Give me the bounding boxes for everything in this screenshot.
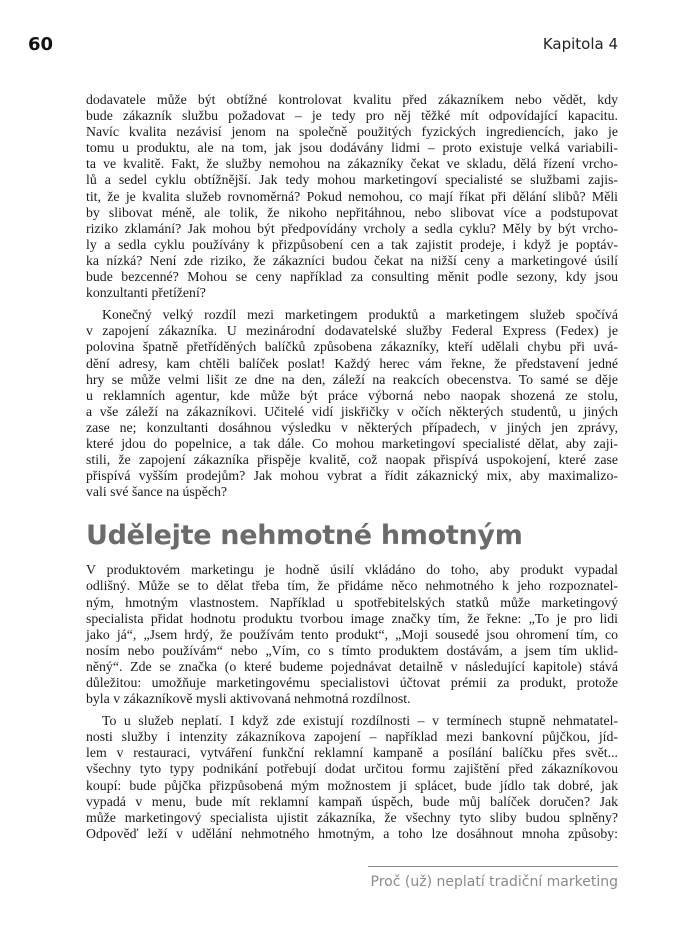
text-line: stili, že zapojení zákazníka přispěje kvalitě, což naopak přispívá uspokojení, které zase [86, 452, 618, 468]
text-line: by slibovat méně, ale tolik, že nikoho nepřitáhnou, nebo slibovat více a podstupovat [86, 204, 618, 220]
text-line: přispívá vyšším prodejům? Jak mohou vybrat a řídit zákaznický mix, aby maximalizo- [86, 468, 618, 484]
text-line: které jdou do popelnice, a tak dále. Co mohou marketingoví specialisté dělat, aby zaji- [86, 435, 618, 451]
text-line: riziko zklamání? Jak mohou být předpovídány vrcholy a sedla cyklu? Měly by být vrcho- [86, 220, 618, 236]
text-line: konzultanti přetížení? [86, 285, 206, 301]
text-line: lem v restauraci, vytváření funkční reklamní kampaně a posílání balíčku přes svět... [86, 745, 618, 761]
text-line: důležitou: umožňuje marketingovému specialistovi účtovat prémii za produkt, protože [86, 675, 618, 690]
text-line: nosím nebo používám“ nebo „Vím, co s tímto produktem dostávám, a jsem tím uklid- [86, 642, 618, 658]
paragraph [86, 562, 618, 707]
text-line: bude bezcenné? Mohou se ceny například za consulting měnit podle sezony, kdy jsou [86, 269, 618, 285]
text-line: ka nízká? Není zde riziko, že zákazníci budou čekat na nižší ceny a marketingové úsilí [86, 252, 618, 268]
text-line: nosti služby i intenzity zákazníkova zapojení – například mezi bankovní půjčkou, jíd- [86, 729, 618, 745]
text-line: odlišný. Může se to dělat třeba tím, že přidáme něco nehmotného k jeho rozpoznatel- [86, 578, 618, 594]
text-line: zase ne; konzultanti dosáhnou výsledku v některých případech, v jiných jen zprávy, [86, 419, 618, 435]
text-line: tit, že je kvalita služeb rovnoměrná? Pokud nemohou, co mají říkat při dělání slibů? Měli [86, 188, 618, 204]
text-line: To u služeb neplatí. I když zde existují rozdílnosti – v termínech stupně nehmatatel- [102, 713, 618, 729]
text-line: Konečný velký rozdíl mezi marketingem produktů a marketingem služeb spočívá [102, 307, 618, 323]
text-line: lů a sedel cyklu obtížnější. Jak tedy mohou marketingoví specialisté se službami zajis- [86, 172, 618, 188]
text-line: v zapojení zákazníka. U mezinárodní dodavatelské služby Federal Express (Fedex) je [86, 323, 618, 339]
section-heading: Udělejte nehmotné hmotným [86, 520, 523, 552]
text-line: vali své šance na úspěch? [86, 484, 227, 500]
text-line: něný“. Zde se značka (o které budeme pojednávat detailně v následující kapitole) stává [86, 658, 618, 674]
paragraph [86, 92, 618, 301]
text-line: dodavatele může být obtížné kontrolovat kvalitu před zákazníkem nebo vědět, kdy [86, 92, 618, 107]
text-line: hry se může velmi lišit ze dne na den, záleží na reakcích obecenstva. To samé se děje [86, 371, 618, 387]
text-line: bude zákazník službu požadovat – je tedy pro něj těžké mít odpovídající kapacitu. [86, 108, 618, 124]
text-line: V produktovém marketingu je hodně úsilí vkládáno do toho, aby produkt vypadal [86, 562, 618, 578]
text-line: dění adresy, kam chtěli balíček poslat! Každý herec vám řekne, že představení jedné [86, 355, 618, 371]
paragraph [86, 713, 618, 842]
text-line: jako já“, „Jsem hrdý, že používám tento produkt“, „Moji sousedé jsou ohromení tím, co [86, 626, 618, 642]
paragraphs-before-heading [86, 92, 618, 500]
footer-divider [368, 866, 618, 867]
text-line: u reklamních agentur, kde může být práce výborná nebo naopak shozená ze stolu, [86, 387, 618, 403]
text-line: specialista přidat hodnotu produktu tvorbou image značky tím, že řekne: „To je pro lidi [86, 610, 618, 626]
text-line: Odpověď leží v udělání nehmotného hmotným, a toho lze dosáhnout mnoha způsoby: [86, 825, 618, 841]
text-line: byla v zákazníkově mysli aktivovaná nehmotná rozdílnost. [86, 691, 411, 707]
chapter-title: Kapitola 4 [542, 35, 618, 53]
page-body [86, 92, 618, 848]
paragraph [86, 307, 618, 500]
text-line: všechny tyto typy podnikání potřebují dodat určitou formu zajištění před zákazníkovou [86, 761, 618, 777]
text-line: polovina špatně přetříděných balíčků způsobena zákazníky, kteří udělali chybu při uvá- [86, 339, 618, 355]
paragraphs-after-heading [86, 562, 618, 842]
text-line: ta ve kvalitě. Fakt, že služby nemohou na zákazníky čekat ve skladu, dělá řízení vrcho- [86, 156, 618, 172]
running-footer: Proč (už) neplatí tradiční marketing [370, 874, 618, 890]
page-number: 60 [28, 34, 54, 55]
text-line: koupí: bude půjčka přizpůsobená mým možnostem ji splácet, bude jídlo tak dobré, jak [86, 777, 618, 793]
text-line: Navíc kvalita nezávisí jenom na společně použitých fyzických ingrediencích, jako je [86, 124, 618, 140]
text-line: vypadá v menu, bude mít reklamní kampaň úspěch, bude můj balíček doručen? Jak [86, 793, 618, 809]
text-line: může marketingový specialista ujistit zákazníka, že všechny tyto sliby budou splněny? [86, 809, 618, 825]
text-line: a vše záleží na zákazníkovi. Učitelé vidí jiskřičky v očích některých studentů, u jiných [86, 403, 618, 419]
text-line: ly a sedla cyklu používány k přizpůsobení cen a tak zajistit prodeje, i když je poptáv- [86, 236, 618, 252]
text-line: tomu u produktu, ale na tom, jak jsou dodávány lidmi – proto existuje velká variabili- [86, 140, 618, 156]
text-line: ným, hmotným vlastnostem. Například u spotřebitelských statků může marketingový [86, 594, 618, 610]
